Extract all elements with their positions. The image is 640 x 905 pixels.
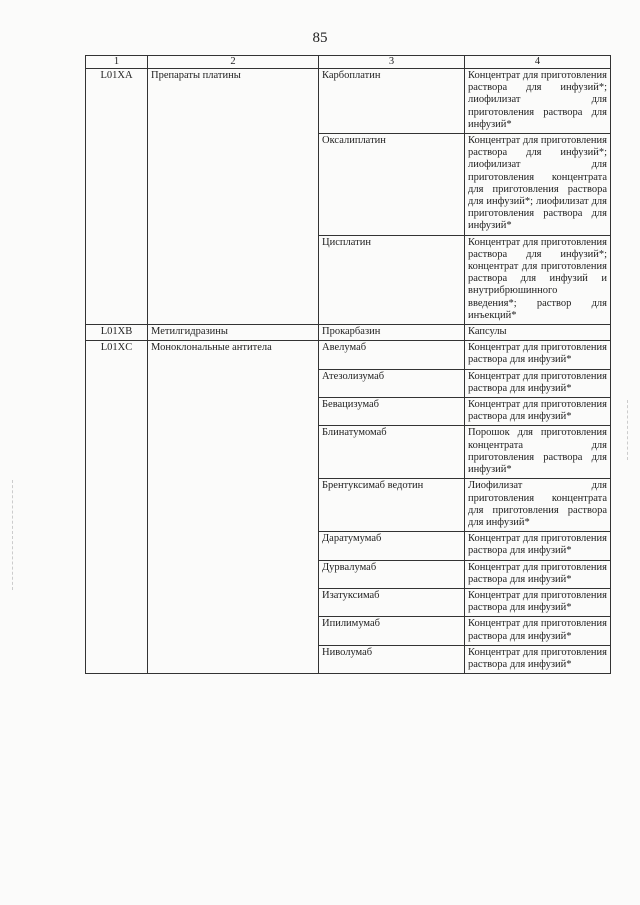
table-row [86,617,611,645]
drug-name-cell: Цисплатин [319,235,465,324]
group-name-cell: Препараты платины [148,69,319,134]
group-name-cell [148,426,319,479]
group-name-cell [148,369,319,397]
table-row [86,560,611,588]
drug-name-cell: Изатуксимаб [319,588,465,616]
atc-code-cell [86,560,148,588]
table-row [86,235,611,324]
drug-name-cell: Атезолизумаб [319,369,465,397]
dosage-form-cell: Капсулы [465,325,611,341]
atc-code-cell [86,532,148,560]
dosage-form-cell: Концентрат для приготовления раствора для инфузий* [465,532,611,560]
column-header: 4 [465,56,611,69]
table-row [86,479,611,532]
atc-code-cell [86,369,148,397]
atc-code-cell [86,134,148,236]
scan-margin-line [12,480,13,590]
group-name-cell [148,645,319,673]
group-name-cell [148,479,319,532]
table-row [86,426,611,479]
group-name-cell [148,398,319,426]
atc-code-cell [86,398,148,426]
dosage-form-cell: Концентрат для приготовления раствора для инфузий* [465,369,611,397]
group-name-cell [148,235,319,324]
atc-code-cell: L01XB [86,325,148,341]
atc-code-cell [86,426,148,479]
dosage-form-cell: Лиофилизат для приготовления концентрата для приготовления раствора для инфузий* [465,479,611,532]
group-name-cell [148,560,319,588]
drug-name-cell: Брентуксимаб ведотин [319,479,465,532]
dosage-form-cell: Концентрат для приготовления раствора для инфузий*; лиофилизат для приготовления раствора для инфузий* [465,69,611,134]
column-header: 1 [86,56,148,69]
table-row [86,69,611,134]
table-row [86,134,611,236]
dosage-form-cell: Концентрат для приготовления раствора для инфузий* [465,588,611,616]
drug-table [85,55,611,674]
drug-name-cell: Авелумаб [319,341,465,369]
dosage-form-cell: Концентрат для приготовления раствора для инфузий* [465,645,611,673]
table-row [86,645,611,673]
drug-name-cell: Оксалиплатин [319,134,465,236]
group-name-cell: Моноклональные антитела [148,341,319,369]
drug-name-cell: Дурвалумаб [319,560,465,588]
dosage-form-cell: Концентрат для приготовления раствора для инфузий*; концентрат для приготовления раствора для инфузий и внутрибрюшинного введения*; раствор для инъекций* [465,235,611,324]
drug-name-cell: Бевацизумаб [319,398,465,426]
table-row [86,398,611,426]
column-header: 3 [319,56,465,69]
group-name-cell [148,588,319,616]
drug-name-cell: Прокарбазин [319,325,465,341]
drug-name-cell: Ниволумаб [319,645,465,673]
atc-code-cell: L01XA [86,69,148,134]
column-header: 2 [148,56,319,69]
group-name-cell [148,532,319,560]
atc-code-cell [86,479,148,532]
table-row [86,325,611,341]
table-row [86,588,611,616]
drug-name-cell: Даратумумаб [319,532,465,560]
drug-name-cell: Блинатумомаб [319,426,465,479]
dosage-form-cell: Порошок для приготовления концентрата для приготовления раствора для инфузий* [465,426,611,479]
table-header-row [86,56,611,69]
group-name-cell [148,617,319,645]
group-name-cell: Метилгидразины [148,325,319,341]
atc-code-cell [86,235,148,324]
drug-name-cell: Ипилимумаб [319,617,465,645]
atc-code-cell [86,588,148,616]
atc-code-cell [86,617,148,645]
atc-code-cell: L01XC [86,341,148,369]
dosage-form-cell: Концентрат для приготовления раствора для инфузий*; лиофилизат для приготовления концентрата для приготовления раствора для инфузий*; лиофилизат для приготовления раствора для инфузий* [465,134,611,236]
dosage-form-cell: Концентрат для приготовления раствора для инфузий* [465,560,611,588]
dosage-form-cell: Концентрат для приготовления раствора для инфузий* [465,617,611,645]
dosage-form-cell: Концентрат для приготовления раствора для инфузий* [465,341,611,369]
page-number: 85 [312,30,328,46]
table-row [86,369,611,397]
dosage-form-cell: Концентрат для приготовления раствора для инфузий* [465,398,611,426]
scan-margin-line [627,400,628,460]
table-row [86,341,611,369]
group-name-cell [148,134,319,236]
drug-name-cell: Карбоплатин [319,69,465,134]
atc-code-cell [86,645,148,673]
table-row [86,532,611,560]
